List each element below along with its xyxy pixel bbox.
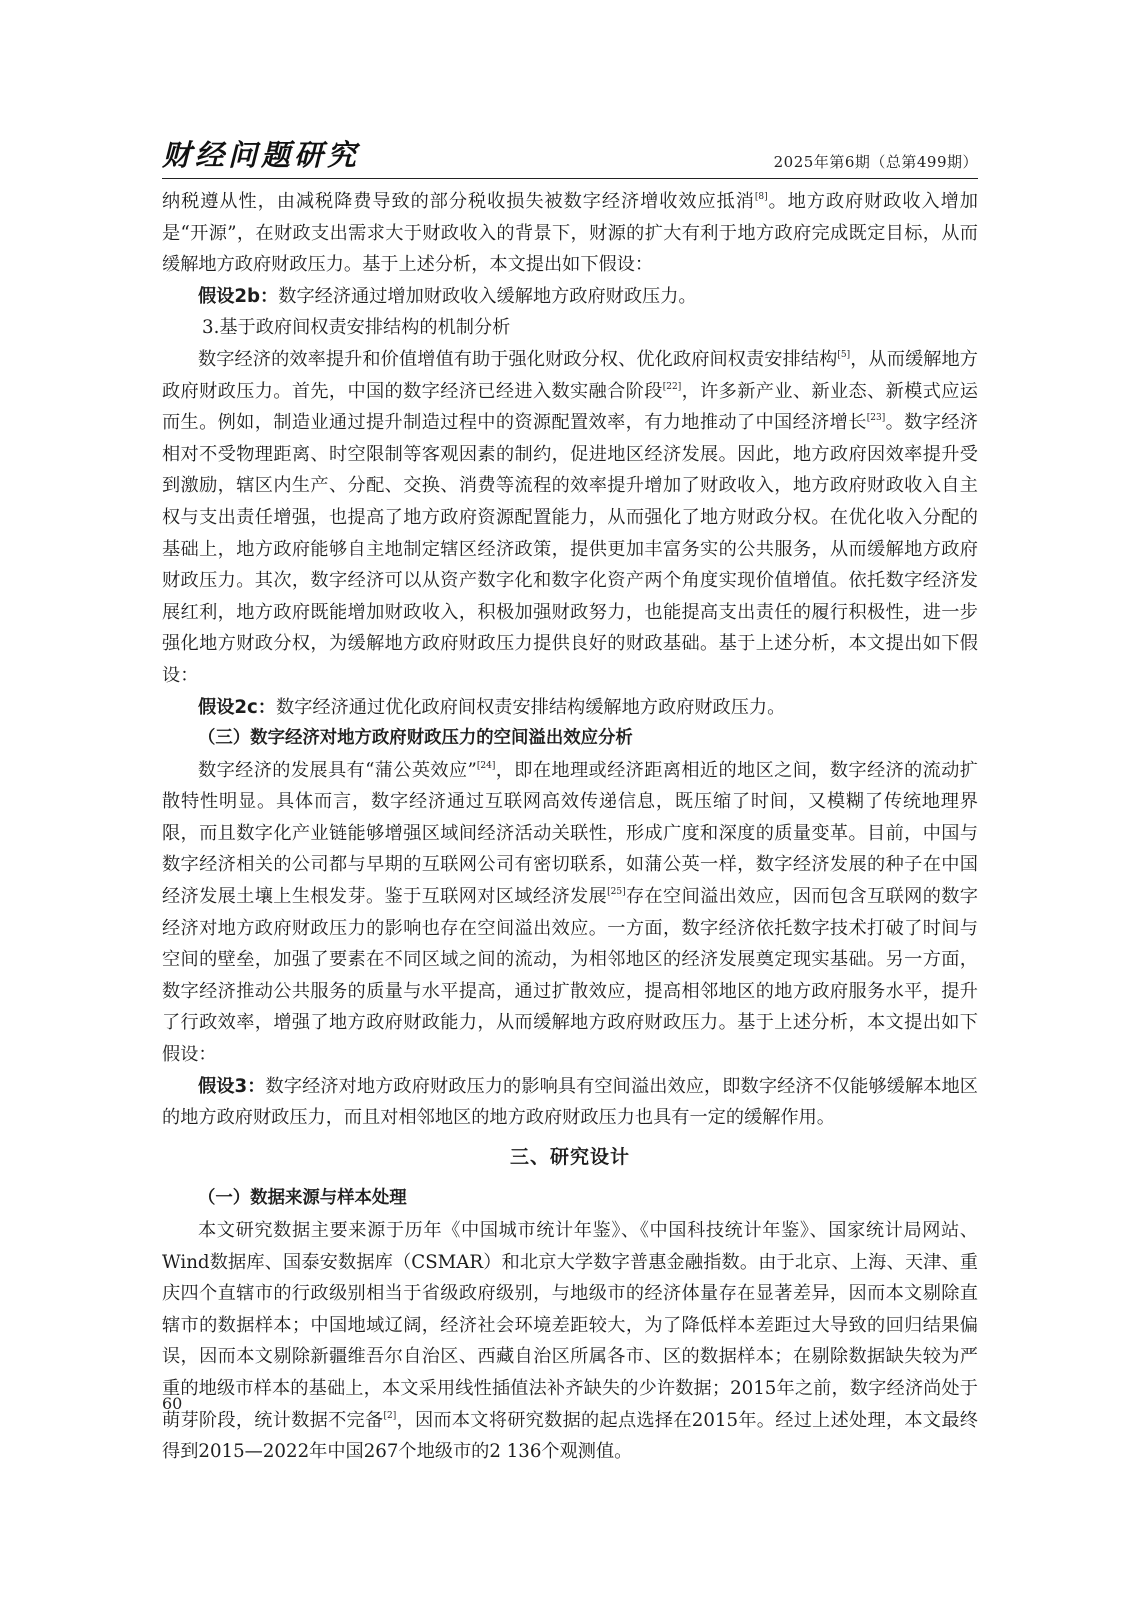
hypothesis-label: 假设2b：	[198, 285, 279, 307]
citation: [2]	[383, 1410, 397, 1421]
paragraph-continuation: 纳税遵从性，由减税降费导致的部分税收损失被数字经济增收效应抵消[8]。地方政府财政收入增加是“开源”，在财政支出需求大于财政收入的背景下，财源的扩大有利于地方政府完成既定目标，从而缓解地方政府财政压力。基于上述分析，本文提出如下假设：	[162, 191, 978, 276]
hypothesis-label: 假设2c：	[198, 696, 276, 718]
article-body	[162, 186, 978, 1468]
page-number: 60	[162, 1394, 183, 1413]
citation: [22]	[662, 381, 682, 392]
paragraph-data: 本文研究数据主要来源于历年《中国城市统计年鉴》、《中国科技统计年鉴》、国家统计局网站、Wind数据库、国泰安数据库（CSMAR）和北京大学数字普惠金融指数。由于北京、上海、天津、重庆四个直辖市的行政级别相当于省级政府级别，与地级市的经济体量存在显著差异，因而本文剔除直辖市的数据样本；中国地域辽阔，经济社会环境差距较大，为了降低样本差距过大导致的回归结果偏误，因而本文剔除新疆维吾尔自治区、西藏自治区所属各市、区的数据样本；在剔除数据缺失较为严重的地级市样本的基础上，本文采用线性插值法补齐缺失的少许数据；2015年之前，数字经济尚处于萌芽阶段，统计数据不完备[2]，因而本文将研究数据的起点选择在2015年。经过上述处理，本文最终得到2015—2022年中国267个地级市的2 136个观测值。	[162, 1220, 978, 1463]
citation: [24]	[476, 760, 496, 771]
citation: [25]	[607, 887, 626, 898]
hypothesis-label: 假设3：	[198, 1075, 266, 1097]
running-header	[162, 138, 978, 179]
paragraph-spillover: 数字经济的发展具有“蒲公英效应”[24]，即在地理或经济距离相近的地区之间，数字经济的流动扩散特性明显。具体而言，数字经济通过互联网高效传递信息，既压缩了时间，又模糊了传统地理界限，而且数字化产业链能够增强区域间经济活动关联性，形成广度和深度的质量变革。目前，中国与数字经济相关的公司都与早期的互联网公司有密切联系，如蒲公英一样，数字经济发展的种子在中国经济发展土壤上生根发芽。鉴于互联网对区域经济发展[25]存在空间溢出效应，因而包含互联网的数字经济对地方政府财政压力的影响也存在空间溢出效应。一方面，数字经济依托数字技术打破了时间与空间的壁垒，加强了要素在不同区域之间的流动，为相邻地区的经济发展奠定现实基础。另一方面，数字经济推动公共服务的质量与水平提高，通过扩散效应，提高相邻地区的地方政府服务水平，提升了行政效率，增强了地方政府财政能力，从而缓解地方政府财政压力。基于上述分析，本文提出如下假设：	[162, 759, 978, 1066]
journal-logo: 财经问题研究	[162, 138, 361, 172]
hypothesis-2c: 假设2c：数字经济通过优化政府间权责安排结构缓解地方政府财政压力。	[198, 696, 786, 718]
citation: [5]	[837, 349, 851, 360]
paragraph-mechanism: 数字经济的效率提升和价值增值有助于强化财政分权、优化政府间权责安排结构[5]，从而缓解地方政府财政压力。首先，中国的数字经济已经进入数实融合阶段[22]，许多新产业、新业态、新模式应运而生。例如，制造业通过提升制造过程中的资源配置效率，有力地推动了中国经济增长[23]。数字经济相对不受物理距离、时空限制等客观因素的制约，促进地区经济发展。因此，地方政府因效率提升受到激励，辖区内生产、分配、交换、消费等流程的效率提升增加了财政收入，地方政府财政收入自主权与支出责任增强，也提高了地方政府资源配置能力，从而强化了地方财政分权。在优化收入分配的基础上，地方政府能够自主地制定辖区经济政策，提供更加丰富务实的公共服务，从而缓解地方政府财政压力。其次，数字经济可以从资产数字化和数字化资产两个角度实现价值增值。依托数字经济发展红利，地方政府既能增加财政收入，积极加强财政努力，也能提高支出责任的履行积极性，进一步强化地方财政分权，为缓解地方政府财政压力提供良好的财政基础。基于上述分析，本文提出如下假设：	[162, 348, 978, 686]
section-title-research-design: 三、研究设计	[509, 1145, 630, 1168]
subsection-heading: 3.基于政府间权责安排结构的机制分析	[202, 317, 511, 339]
citation: [8]	[754, 192, 768, 202]
section-heading-data: （一）数据来源与样本处理	[198, 1188, 407, 1209]
section-heading-spillover: （三）数字经济对地方政府财政压力的空间溢出效应分析	[198, 728, 633, 749]
citation: [23]	[866, 413, 886, 424]
hypothesis-3: 假设3：数字经济对地方政府财政压力的影响具有空间溢出效应，即数字经济不仅能够缓解本地区的地方政府财政压力，而且对相邻地区的地方政府财政压力也具有一定的缓解作用。	[162, 1075, 978, 1129]
issue-info: 2025年第6期（总第499期）	[773, 153, 978, 171]
hypothesis-2b: 假设2b：数字经济通过增加财政收入缓解地方政府财政压力。	[198, 285, 697, 307]
